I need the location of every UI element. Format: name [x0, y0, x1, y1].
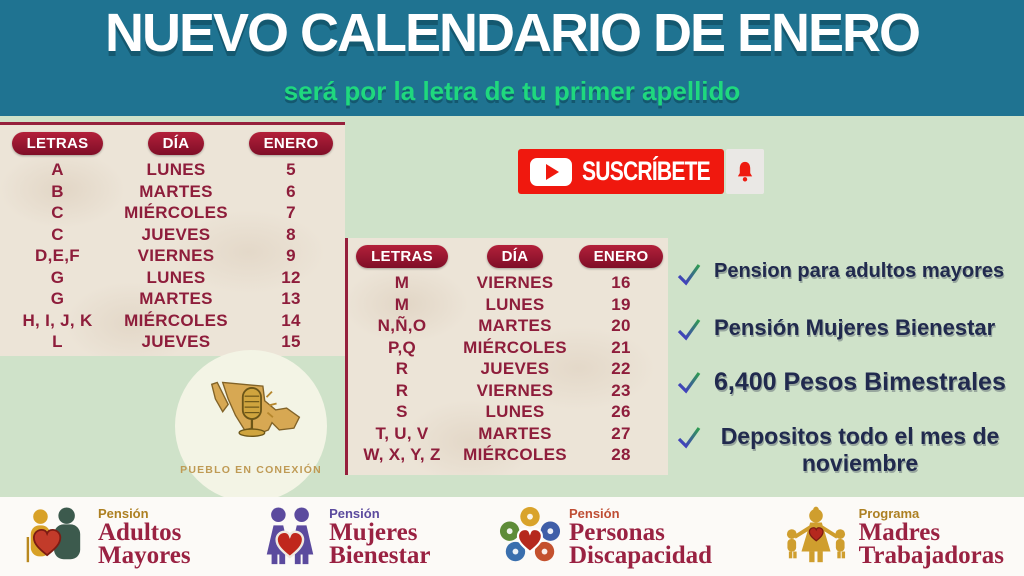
table-row — [348, 294, 668, 316]
letters-cell: L — [52, 332, 63, 351]
program-name-line1: Mujeres — [329, 518, 418, 546]
table-row — [348, 380, 668, 402]
calendar-table-right — [345, 238, 668, 475]
column-header-letters: LETRAS — [356, 245, 448, 268]
column-header-month: ENERO — [249, 132, 334, 155]
mother-children-icon — [781, 506, 851, 568]
day-cell: JUEVES — [141, 224, 211, 244]
day-cell: LUNES — [146, 267, 206, 287]
letters-cell: A — [51, 160, 64, 179]
day-cell: MIÉRCOLES — [463, 445, 567, 464]
calendar-table-left — [0, 122, 345, 356]
checkmark-icon — [676, 369, 702, 395]
day-cell: LUNES — [485, 294, 545, 314]
program-kicker: Pensión — [98, 505, 149, 521]
table-row — [0, 202, 345, 224]
day-cell: VIERNES — [476, 380, 554, 400]
checklist-item — [676, 315, 1024, 342]
table-row — [348, 358, 668, 380]
day-cell: MARTES — [139, 181, 213, 201]
letters-cell: S — [396, 402, 408, 421]
table-row — [0, 224, 345, 246]
letters-cell: T, U, V — [375, 423, 429, 443]
table-row — [0, 245, 345, 267]
disability-circles-heart-icon — [499, 506, 561, 568]
date-cell: 6 — [286, 181, 296, 201]
checkmark-icon — [676, 316, 702, 342]
program-name-line1: Madres — [858, 518, 941, 546]
date-cell: 13 — [281, 289, 301, 308]
checklist-text: Depositos todo el mes de noviembre — [720, 423, 1000, 476]
header-band — [0, 0, 1024, 116]
program-name-line1: Personas — [568, 518, 665, 546]
letters-cell: M — [394, 273, 410, 292]
notification-bell-icon — [734, 159, 756, 185]
youtube-play-icon — [530, 158, 572, 186]
date-cell: 27 — [611, 423, 631, 443]
program-kicker: Pensión — [329, 505, 380, 521]
program-personas-discapacidad — [499, 506, 712, 568]
letters-cell: P,Q — [388, 337, 416, 357]
subscribe-button-body[interactable] — [518, 149, 724, 194]
program-name-line2: Trabajadoras — [858, 541, 1004, 569]
station-caption: PUEBLO EN CONEXIÓN — [180, 463, 322, 476]
table-row — [348, 337, 668, 359]
letters-cell: W, X, Y, Z — [363, 445, 441, 464]
table-row — [0, 288, 345, 310]
benefits-checklist — [676, 252, 1024, 477]
day-cell: MARTES — [478, 423, 552, 443]
day-cell: LUNES — [485, 402, 545, 421]
day-cell: VIERNES — [137, 246, 215, 265]
checklist-item — [676, 368, 1024, 397]
program-name-line1: Adultos — [98, 518, 182, 546]
program-adultos-mayores — [20, 506, 191, 568]
day-cell: MARTES — [139, 289, 213, 308]
program-kicker: Pensión — [568, 505, 620, 521]
letters-cell: H, I, J, K — [22, 310, 93, 330]
date-cell: 26 — [611, 402, 631, 421]
table-header — [348, 245, 668, 268]
day-cell: MIÉRCOLES — [124, 310, 228, 330]
letters-cell: R — [395, 359, 409, 378]
letters-cell: B — [51, 181, 64, 201]
date-cell: 5 — [286, 160, 296, 179]
date-cell: 15 — [281, 332, 301, 351]
date-cell: 8 — [286, 224, 296, 244]
date-cell: 16 — [611, 273, 631, 292]
checklist-item — [676, 423, 1024, 477]
date-cell: 21 — [611, 337, 631, 357]
date-cell: 7 — [286, 203, 296, 222]
notification-bell-button[interactable] — [726, 149, 764, 194]
subscribe-button[interactable] — [518, 149, 764, 194]
day-cell: LUNES — [146, 160, 206, 179]
letters-cell: N,Ñ,O — [377, 316, 427, 335]
program-madres-trabajadoras — [781, 506, 1004, 568]
table-row — [348, 401, 668, 423]
column-header-letters: LETRAS — [12, 132, 104, 155]
table-row — [0, 310, 345, 332]
checklist-text: Pensión Mujeres Bienestar — [714, 315, 996, 340]
program-mujeres-bienestar — [259, 506, 430, 568]
day-cell: VIERNES — [476, 273, 554, 292]
program-kicker: Programa — [858, 505, 920, 521]
letters-cell: G — [50, 289, 65, 308]
table-row — [348, 315, 668, 337]
letters-cell: C — [51, 224, 64, 244]
page-title: NUEVO CALENDARIO DE ENERO — [104, 3, 920, 63]
letters-cell: C — [51, 203, 64, 222]
date-cell: 22 — [611, 359, 631, 378]
station-logo — [175, 350, 327, 502]
checklist-item — [676, 260, 1024, 287]
day-cell: JUEVES — [141, 332, 211, 351]
column-header-month: ENERO — [579, 245, 664, 268]
table-row — [348, 423, 668, 445]
table-row — [0, 159, 345, 181]
letters-cell: G — [50, 267, 65, 287]
day-cell: MIÉRCOLES — [463, 337, 567, 357]
date-cell: 14 — [281, 310, 301, 330]
column-header-day: DÍA — [148, 132, 205, 155]
date-cell: 19 — [611, 294, 631, 314]
programs-footer — [0, 497, 1024, 576]
table-body — [0, 159, 345, 353]
table-body — [348, 272, 668, 466]
checklist-text: 6,400 Pesos Bimestrales — [714, 368, 1006, 396]
table-row — [348, 444, 668, 466]
checkmark-icon — [676, 424, 702, 450]
subscribe-label: SUSCRÍBETE — [582, 156, 710, 186]
day-cell: MARTES — [478, 316, 552, 335]
date-cell: 23 — [611, 380, 631, 400]
table-row — [348, 272, 668, 294]
date-cell: 20 — [611, 316, 631, 335]
letters-cell: M — [394, 294, 410, 314]
letters-cell: D,E,F — [35, 246, 80, 265]
table-row — [0, 181, 345, 203]
page-subtitle: será por la letra de tu primer apellido — [283, 76, 741, 106]
elderly-couple-heart-icon — [20, 506, 90, 568]
program-name-line2: Bienestar — [329, 541, 431, 569]
program-name-line2: Discapacidad — [568, 541, 713, 569]
column-header-day: DÍA — [487, 245, 544, 268]
table-row — [0, 331, 345, 353]
table-row — [0, 267, 345, 289]
day-cell: JUEVES — [480, 359, 550, 378]
day-cell: MIÉRCOLES — [124, 203, 228, 222]
two-women-heart-icon — [259, 506, 321, 568]
checkmark-icon — [676, 261, 702, 287]
letters-cell: R — [395, 380, 409, 400]
date-cell: 12 — [281, 267, 301, 287]
program-name-line2: Mayores — [98, 541, 191, 569]
table-header — [0, 132, 345, 155]
checklist-text: Pension para adultos mayores — [714, 260, 1005, 282]
mexico-map-microphone-icon — [190, 377, 312, 461]
date-cell: 9 — [286, 246, 296, 265]
date-cell: 28 — [611, 445, 631, 464]
